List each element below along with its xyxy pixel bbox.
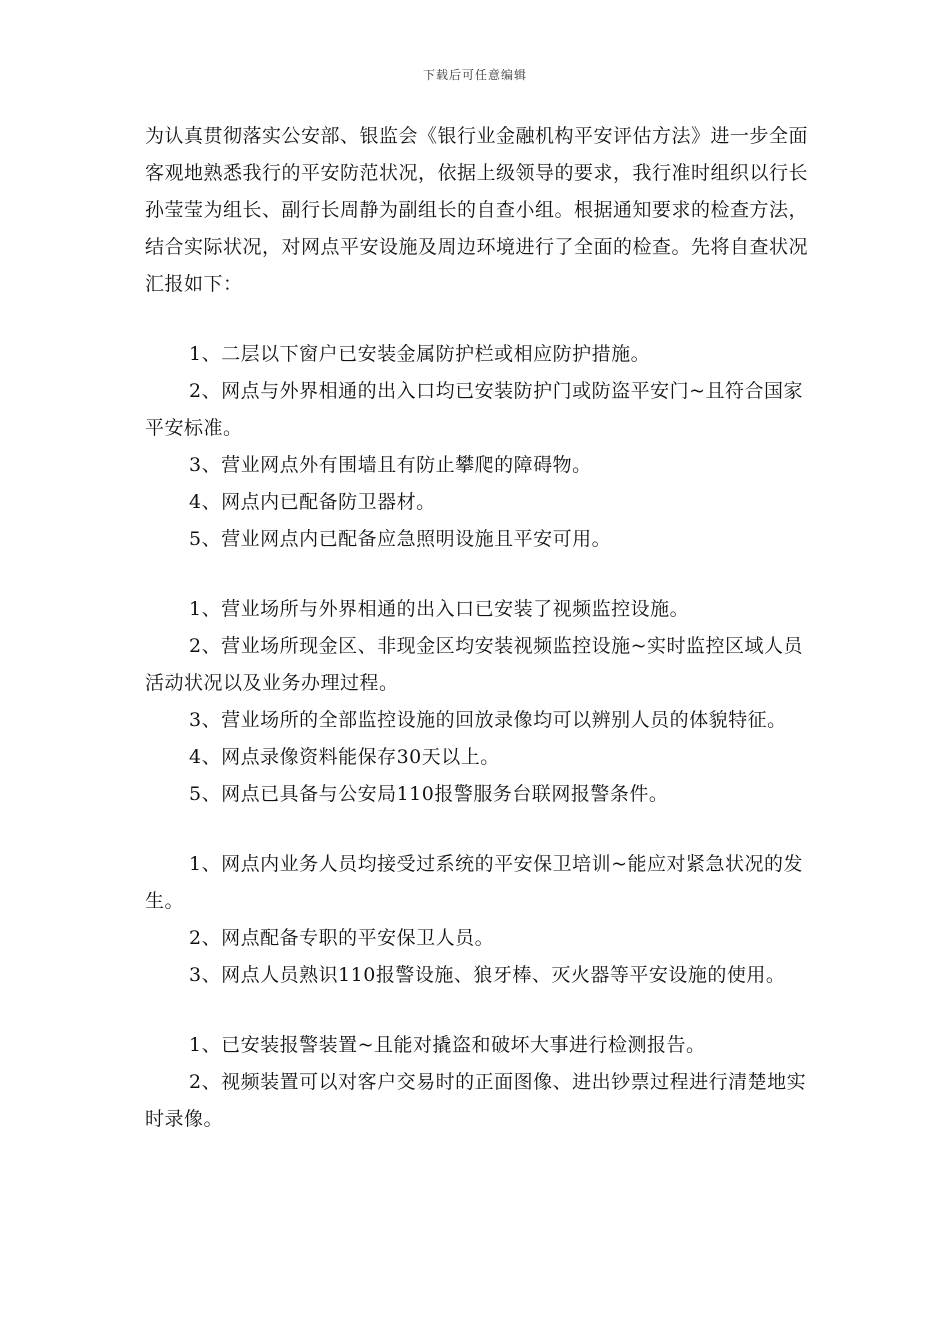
list-item: 3、网点人员熟识110报警设施、狼牙棒、灭火器等平安设施的使用。 [189,964,786,986]
section-gap [145,303,815,336]
list-item: 1、营业场所与外界相通的出入口已安装了视频监控设施。 [189,598,690,620]
list-item: 5、网点已具备与公安局110报警服务台联网报警条件。 [189,783,669,805]
section-gap [145,994,815,1027]
list-item: 1、二层以下窗户已安装金属防护栏或相应防护措施。 [189,343,651,365]
list-item: 2、视频装置可以对客户交易时的正面图像、进出钞票过程进行清楚地实时录像。 [145,1071,807,1130]
section-alarm-devices [145,1027,815,1138]
list-item: 1、网点内业务人员均接受过系统的平安保卫培训~能应对紧急状况的发生。 [145,853,804,912]
intro-paragraph: 为认真贯彻落实公安部、银监会《银行业金融机构平安评估方法》进一步全面客观地熟悉我行的平安防范状况，依据上级领导的要求，我行准时组织以行长孙莹莹为组长、副行长周静为副组长的自查小组。根据通知要求的检查方法，结合实际状况，对网点平安设施及周边环境进行了全面的检查。先将自查状况汇报如下： [145,125,809,295]
section-video-monitoring [145,591,815,813]
list-item: 4、网点录像资料能保存30天以上。 [189,746,500,768]
list-item: 2、网点与外界相通的出入口均已安装防护门或防盗平安门~且符合国家平安标准。 [145,380,804,439]
section-physical-protection [145,336,815,558]
list-item: 2、网点配备专职的平安保卫人员。 [189,927,495,949]
section-personnel [145,846,815,994]
list-item: 3、营业网点外有围墙且有防止攀爬的障碍物。 [189,454,592,476]
page-header: 下载后可任意编辑 [422,68,527,82]
list-item: 4、网点内已配备防卫器材。 [189,491,436,513]
list-item: 2、营业场所现金区、非现金区均安装视频监控设施~实时监控区域人员活动状况以及业务办理过程。 [145,635,804,694]
list-item: 5、营业网点内已配备应急照明设施且平安可用。 [189,528,612,550]
section-gap [145,813,815,846]
list-item: 1、已安装报警装置~且能对撬盗和破坏大事进行检测报告。 [189,1034,706,1056]
list-item: 3、营业场所的全部监控设施的回放录像均可以辨别人员的体貌特征。 [189,709,787,731]
document-body [145,118,815,1138]
section-gap [145,558,815,591]
